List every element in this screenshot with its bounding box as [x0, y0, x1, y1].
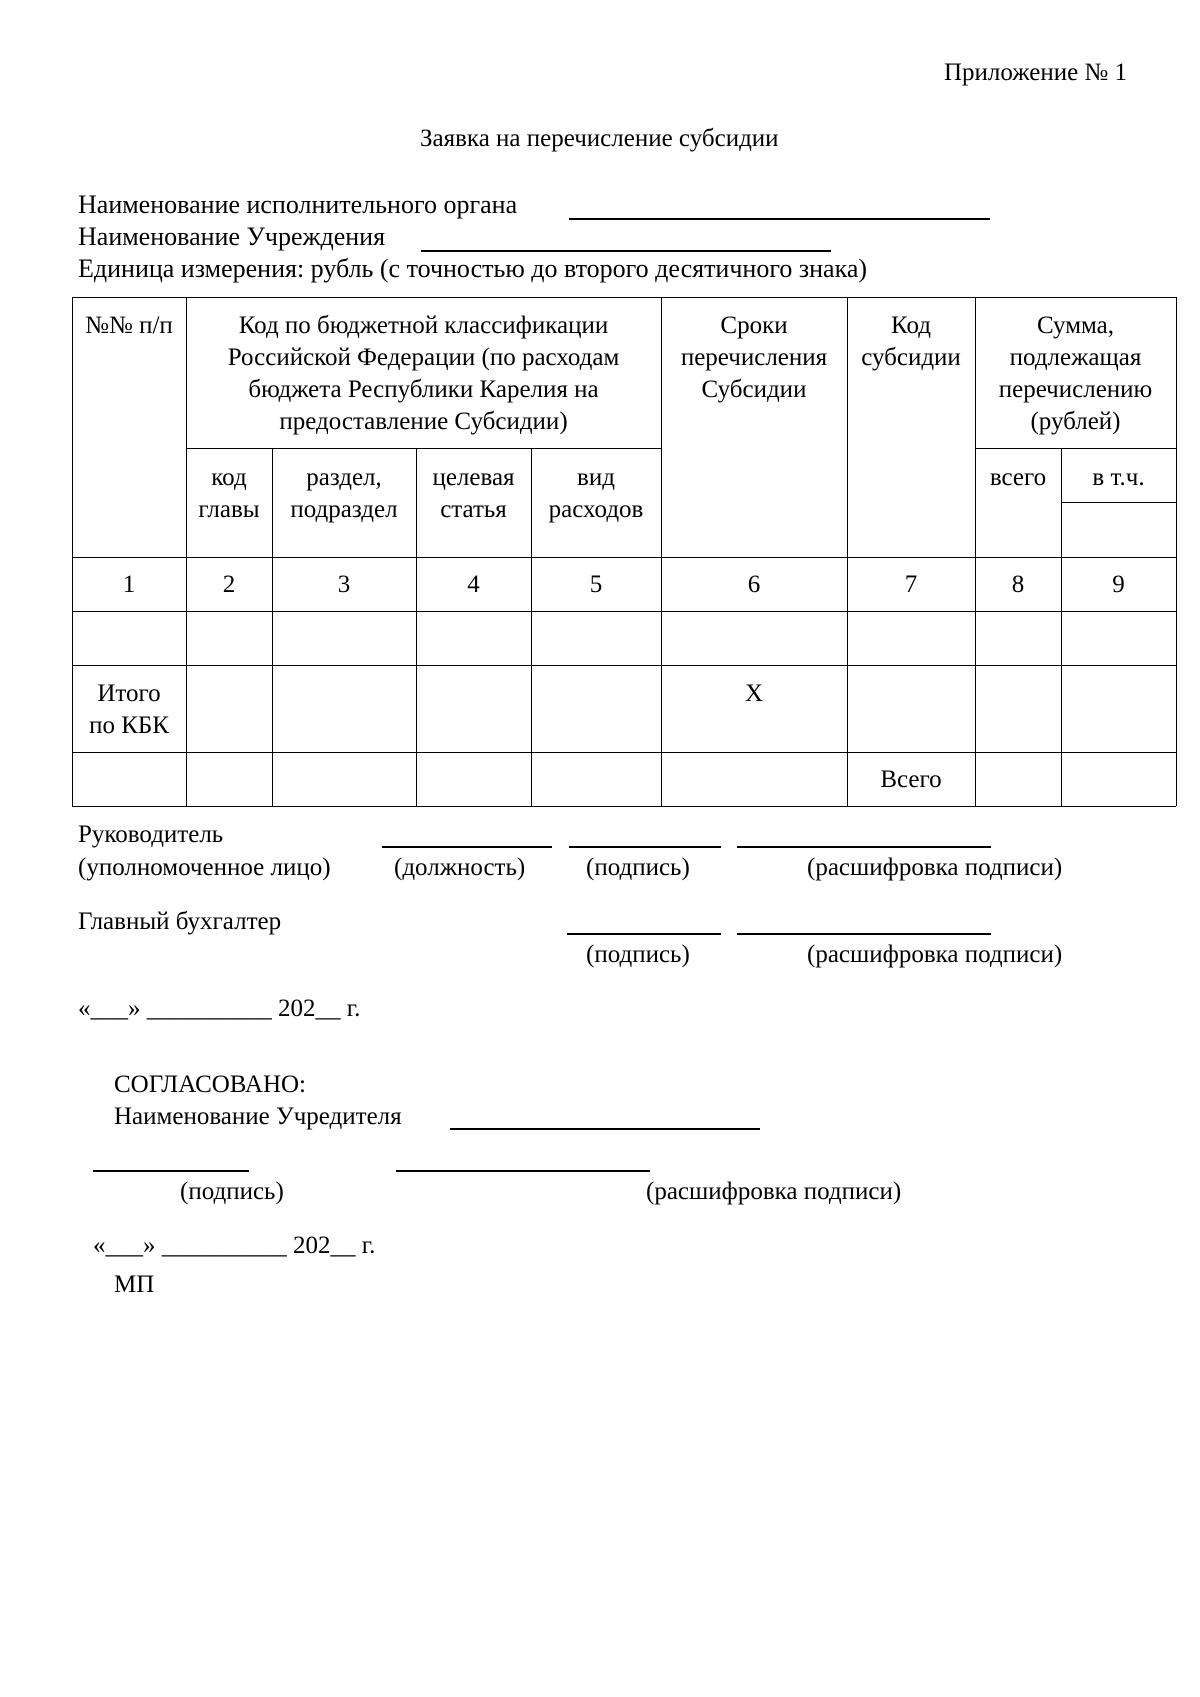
table-border-right — [1176, 297, 1177, 806]
col-header-kbk — [186, 310, 661, 438]
col-header-kbk-line: бюджета Республики Карелия на — [248, 376, 599, 403]
head-signature-line — [569, 846, 721, 848]
col-number: 2 — [222, 571, 236, 598]
executive-body-label: Наименование исполнительного органа — [78, 190, 518, 219]
col-header-article-line: статья — [440, 496, 507, 523]
accountant-signature-line — [567, 933, 721, 935]
founder-input-line — [450, 1128, 760, 1130]
col-header-sum-line: Сумма, — [1036, 312, 1115, 339]
col-header-terms-line: перечисления — [680, 344, 828, 371]
table-line — [1061, 502, 1176, 503]
approval-decoding-caption: (расшифровка подписи) — [646, 1178, 902, 1205]
col-header-number: №№ п/п — [85, 312, 173, 339]
signature-date-line: «___» __________ 202__ г. — [78, 995, 361, 1022]
col-header-terms — [661, 310, 847, 406]
col-header-terms-line: Сроки — [720, 312, 788, 339]
head-position-caption: (должность) — [394, 854, 526, 881]
col-header-kbk-line: предоставление Субсидии) — [279, 408, 568, 435]
founder-label: Наименование Учредителя — [114, 1103, 402, 1130]
col-header-article-line: целевая — [432, 464, 515, 491]
col-header-subsidy-code — [847, 310, 975, 374]
head-decoding-caption: (расшифровка подписи) — [807, 854, 1063, 881]
col-header-article — [416, 462, 531, 526]
table-line — [72, 611, 1176, 612]
col-header-sum-line: (рублей) — [1030, 408, 1121, 435]
stamp-label: МП — [114, 1271, 155, 1298]
approval-date-line: «___» __________ 202__ г. — [93, 1232, 376, 1259]
head-decoding-line — [737, 846, 991, 848]
table-line — [186, 448, 661, 449]
table-border-top — [72, 297, 1176, 298]
appendix-label: Приложение № 1 — [944, 59, 1128, 86]
approval-title: СОГЛАСОВАНО: — [114, 1071, 307, 1098]
table-line — [72, 665, 1176, 666]
itogo-label-line: Итого — [97, 680, 161, 707]
col-header-sum — [975, 310, 1176, 438]
unit-label: Единица измерения: рубль (с точностью до второго десятичного знака) — [78, 254, 868, 283]
col-header-sum-line: подлежащая — [1009, 344, 1142, 371]
accountant-label: Главный бухгалтер — [78, 908, 282, 935]
itogo-label — [72, 678, 186, 742]
col-header-section-line: раздел, — [306, 464, 382, 491]
col-number: 5 — [589, 571, 603, 598]
vsego-label: Всего — [880, 766, 942, 793]
head-signature-caption: (подпись) — [586, 854, 690, 881]
col-number: 8 — [1011, 571, 1025, 598]
col-header-expense-line: расходов — [548, 496, 644, 523]
document-title: Заявка на перечисление субсидии — [420, 125, 779, 152]
col-header-head-code-line: код — [211, 464, 247, 491]
itogo-mark: X — [744, 680, 764, 707]
table-line — [975, 448, 1176, 449]
itogo-label-line: по КБК — [89, 712, 169, 739]
accountant-decoding-line — [737, 933, 991, 935]
col-number: 6 — [747, 571, 761, 598]
col-number: 9 — [1112, 571, 1125, 598]
table-border-bottom — [72, 806, 1176, 807]
col-header-kbk-line: Код по бюджетной классификации — [238, 312, 609, 339]
col-number: 1 — [122, 571, 136, 598]
table-line — [1061, 448, 1062, 806]
approval-decoding-line — [396, 1170, 650, 1172]
institution-label: Наименование Учреждения — [78, 222, 386, 251]
col-header-sum-line: перечислению — [998, 376, 1153, 403]
col-header-head-code — [186, 462, 272, 526]
col-header-section-line: подраздел — [290, 496, 398, 523]
col-header-section — [272, 462, 416, 526]
head-position-line — [382, 846, 552, 848]
accountant-decoding-caption: (расшифровка подписи) — [807, 941, 1063, 968]
col-header-incl: в т.ч. — [1092, 464, 1145, 491]
head-label: Руководитель — [78, 821, 224, 848]
col-number: 3 — [337, 571, 351, 598]
col-number: 4 — [467, 571, 480, 598]
col-header-expense-line: вид — [577, 464, 615, 491]
accountant-signature-caption: (подпись) — [586, 941, 690, 968]
col-header-kbk-line: Российской Федерации (по расходам — [227, 344, 620, 371]
approval-signature-caption: (подпись) — [180, 1178, 284, 1205]
table-line — [72, 557, 1176, 558]
col-header-total: всего — [989, 464, 1047, 491]
col-header-expense — [531, 462, 661, 526]
approval-signature-line — [93, 1170, 249, 1172]
head-sub-label: (уполномоченное лицо) — [78, 854, 331, 881]
col-header-code-line: Код — [891, 312, 931, 339]
table-line — [72, 752, 1176, 753]
col-header-code-line: субсидии — [861, 344, 961, 371]
col-number: 7 — [904, 571, 918, 598]
col-header-head-code-line: главы — [198, 496, 260, 523]
col-header-terms-line: Субсидии — [701, 376, 807, 403]
